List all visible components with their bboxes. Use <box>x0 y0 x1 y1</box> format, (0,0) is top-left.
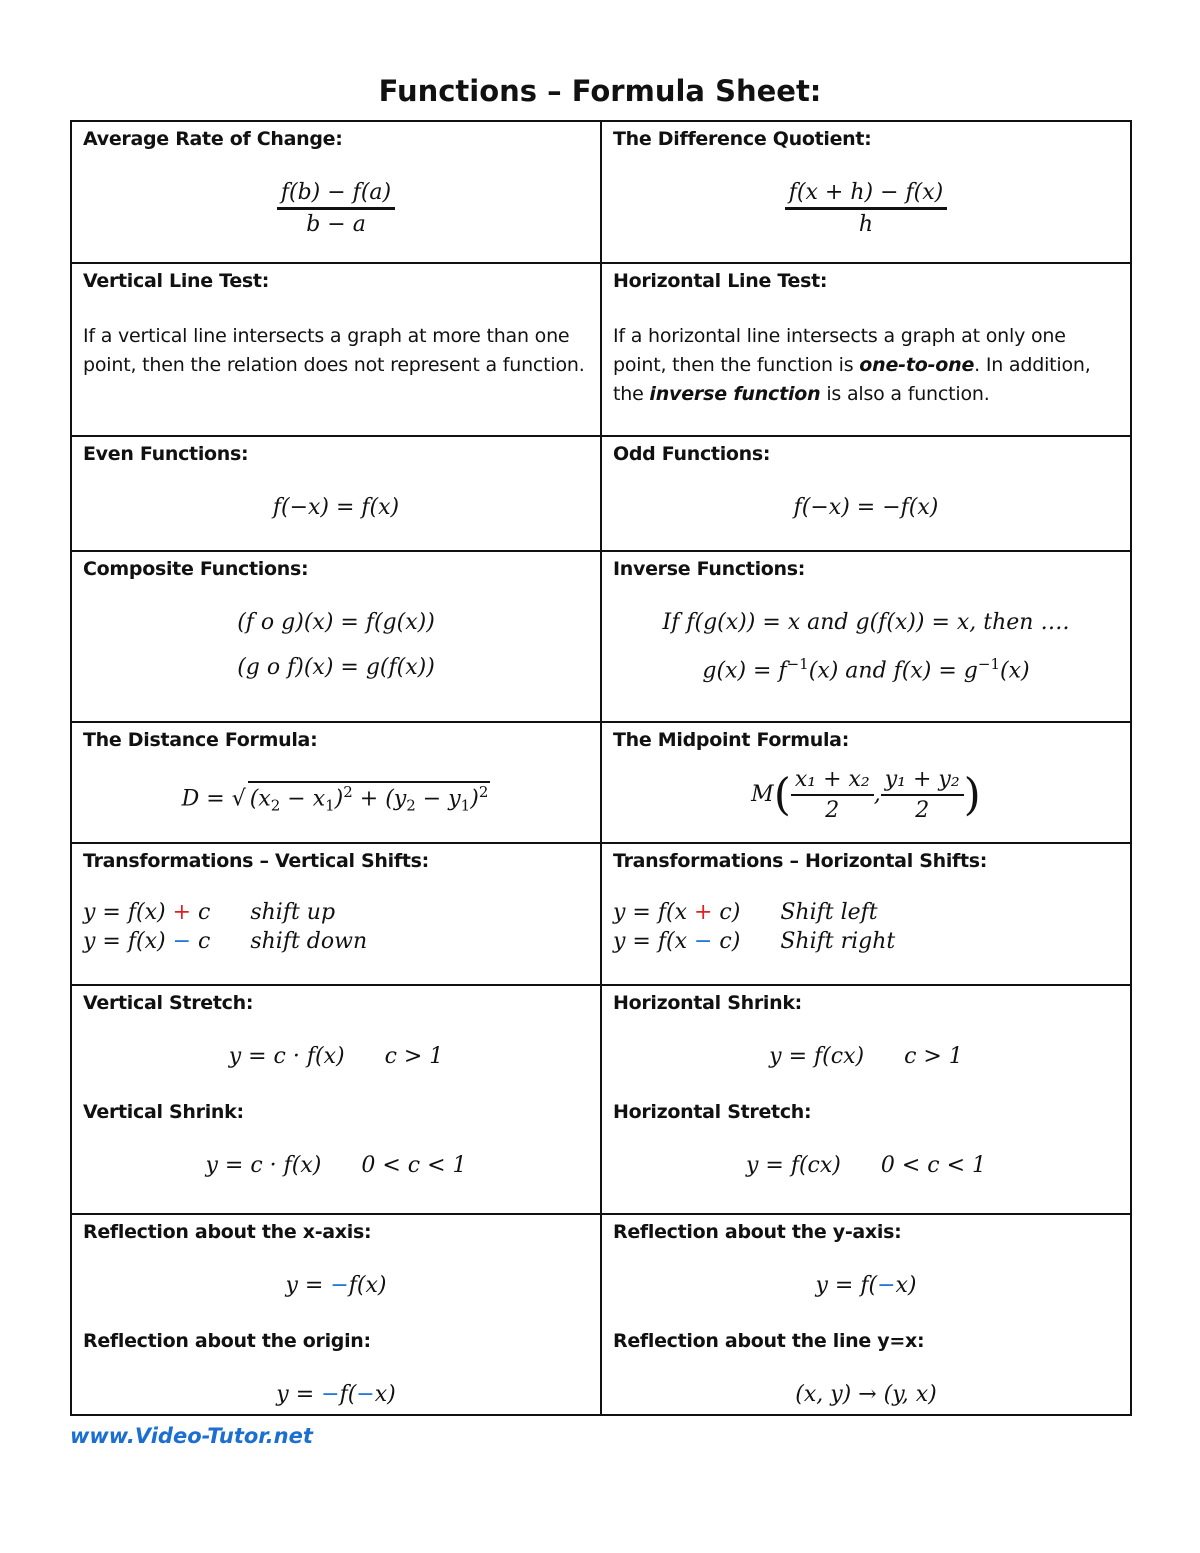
table-row <box>71 121 1131 263</box>
cell-heading: Vertical Line Test: <box>83 270 269 292</box>
cell-heading: Vertical Shrink: <box>83 1101 244 1123</box>
formula: y = f(cx) <box>769 1044 865 1069</box>
subscript: 1 <box>460 796 471 815</box>
shift-description: Shift right <box>780 929 896 954</box>
negation: − <box>356 1382 375 1407</box>
subscript: 2 <box>406 796 416 815</box>
cell-heading: Vertical Stretch: <box>83 992 254 1014</box>
numerator: f(b) − f(a) <box>277 180 395 210</box>
table-row <box>71 1214 1131 1415</box>
cell-odd-functions <box>601 436 1131 551</box>
midpoint-label: M <box>751 782 774 807</box>
vertical-line-test-text: If a vertical line intersects a graph at more than one point, then the relation does not represent a function. <box>83 325 585 376</box>
cell-heading: Composite Functions: <box>83 558 309 580</box>
text-part: If a horizontal line intersects a graph at only one point, then the function is <box>613 325 1066 376</box>
cell-heading: Transformations – Horizontal Shifts: <box>613 850 988 872</box>
var: x <box>312 786 326 812</box>
cell-distance-formula <box>71 722 601 843</box>
cell-inverse-functions <box>601 551 1131 722</box>
table-row <box>71 551 1131 722</box>
cell-heading: The Difference Quotient: <box>613 128 872 150</box>
formula-part: (x) and f(x) = g <box>808 658 978 684</box>
vertical-shrink-formula <box>83 1153 589 1178</box>
shift-row <box>83 927 589 956</box>
formula-part: c) <box>712 900 741 925</box>
var: x <box>258 786 271 812</box>
denominator: 2 <box>825 798 840 823</box>
formula-part: f(x) <box>348 1273 387 1298</box>
horizontal-shift-rows <box>613 898 1119 956</box>
cell-reflection-y <box>601 1214 1131 1415</box>
cell-heading: Reflection about the line y=x: <box>613 1330 925 1352</box>
even-function-formula: f(−x) = f(x) <box>272 495 400 520</box>
text-part: . In addition, the <box>613 354 1091 405</box>
cell-heading: Reflection about the y-axis: <box>613 1221 902 1243</box>
reflection-origin-formula <box>83 1382 589 1407</box>
table-row <box>71 722 1131 843</box>
footer-link[interactable]: www.Video-Tutor.net <box>70 1424 313 1448</box>
cell-vertical-stretch <box>71 985 601 1214</box>
cell-vertical-line-test <box>71 263 601 436</box>
shift-row <box>83 898 589 927</box>
inverse-formula-1: If f(g(x)) = x and g(f(x)) = x, then …. <box>662 610 1070 635</box>
operator-minus: − <box>693 929 713 954</box>
formula-part: f( <box>339 1382 357 1407</box>
cell-heading: Horizontal Shrink: <box>613 992 802 1014</box>
composite-formula-2: (g o f)(x) = g(f(x)) <box>237 655 435 680</box>
cell-midpoint-formula <box>601 722 1131 843</box>
operator-minus: − <box>172 929 191 954</box>
formula: y = f(cx) <box>745 1153 841 1178</box>
formula-part: c <box>191 900 211 925</box>
superscript: −1 <box>977 655 1001 673</box>
cell-horizontal-line-test <box>601 263 1131 436</box>
table-row <box>71 843 1131 985</box>
cell-composite-functions <box>71 551 601 722</box>
negation: − <box>877 1273 896 1298</box>
shift-description: Shift left <box>780 900 878 925</box>
distance-formula: D = √ $(x_2 - x_1)^2 + (y_2 - y_1)^2$ <box>181 783 489 815</box>
cell-heading: Reflection about the x-axis: <box>83 1221 372 1243</box>
superscript: −1 <box>786 655 809 673</box>
shift-description: shift down <box>250 929 368 954</box>
cell-heading: The Distance Formula: <box>83 729 318 751</box>
horizontal-shrink-formula <box>613 1044 1119 1069</box>
shift-row <box>613 927 1119 956</box>
cell-heading: Transformations – Vertical Shifts: <box>83 850 429 872</box>
formula-part: y = f(x) <box>83 929 173 954</box>
numerator: f(x + h) − f(x) <box>785 180 947 210</box>
cell-heading: Horizontal Stretch: <box>613 1101 812 1123</box>
horizontal-stretch-formula <box>613 1153 1119 1178</box>
formula: y = c · f(x) <box>205 1153 322 1178</box>
condition: 0 < c < 1 <box>361 1153 467 1178</box>
odd-function-formula: f(−x) = −f(x) <box>793 495 939 520</box>
radicand: $(x_2 - x_1)^2 + (y_2 - y_1)^2$ <box>249 783 489 815</box>
formula-part: c <box>191 929 211 954</box>
denominator: 2 <box>915 798 930 823</box>
reflection-y-formula <box>613 1273 1119 1298</box>
cell-heading: Odd Functions: <box>613 443 771 465</box>
fraction <box>881 767 964 823</box>
formula-part: x) <box>895 1273 917 1298</box>
horizontal-line-test-text <box>613 322 1119 409</box>
cell-reflection-x <box>71 1214 601 1415</box>
numerator: y₁ + y₂ <box>881 767 964 796</box>
var: y <box>448 786 461 812</box>
distance-lhs: D = <box>181 786 225 812</box>
formula-table <box>70 120 1132 1416</box>
subscript: 2 <box>270 796 281 815</box>
table-row <box>71 985 1131 1214</box>
cell-heading: Average Rate of Change: <box>83 128 343 150</box>
formula-part: y = f( <box>815 1273 878 1298</box>
midpoint-formula: M( $\frac{\text{x₁ + x₂}}{2}$ , $\frac{\text{y₁ + y₂}}{2}$ ) <box>751 767 981 823</box>
reflection-line-formula: (x, y) → (y, x) <box>795 1382 937 1407</box>
formula: y = c · f(x) <box>228 1044 345 1069</box>
operator-plus: + <box>172 900 191 925</box>
cell-difference-quotient <box>601 121 1131 263</box>
inverse-formula-2 <box>613 655 1119 683</box>
cell-heading: Reflection about the origin: <box>83 1330 371 1352</box>
vertical-stretch-formula <box>83 1044 589 1069</box>
table-row <box>71 436 1131 551</box>
formula-part: y = <box>276 1382 322 1407</box>
formula-part: y = f(x <box>613 900 694 925</box>
superscript: 2 <box>343 783 353 801</box>
denominator: b − a <box>306 212 366 237</box>
formula-part: g(x) = f <box>702 658 787 684</box>
emphasis-one-to-one: one-to-one <box>859 354 975 376</box>
cell-horizontal-shifts <box>601 843 1131 985</box>
fraction <box>785 180 947 237</box>
denominator: h <box>858 212 874 237</box>
cell-horizontal-shrink <box>601 985 1131 1214</box>
vertical-shift-rows <box>83 898 589 956</box>
cell-average-rate <box>71 121 601 263</box>
formula-part: c) <box>712 929 741 954</box>
reflection-x-formula <box>83 1273 589 1298</box>
cell-heading: Inverse Functions: <box>613 558 806 580</box>
superscript: 2 <box>478 783 489 801</box>
negation: − <box>321 1382 340 1407</box>
condition: c > 1 <box>904 1044 963 1069</box>
cell-heading: Horizontal Line Test: <box>613 270 828 292</box>
cell-heading: The Midpoint Formula: <box>613 729 849 751</box>
cell-even-functions <box>71 436 601 551</box>
formula-part: y = <box>285 1273 331 1298</box>
shift-description: shift up <box>250 900 336 925</box>
operator-plus: + <box>693 900 713 925</box>
fraction <box>277 180 395 237</box>
formula-part: y = f(x <box>613 929 694 954</box>
formula-part: y = f(x) <box>83 900 173 925</box>
numerator: x₁ + x₂ <box>791 767 874 796</box>
shift-row <box>613 898 1119 927</box>
table-row <box>71 263 1131 436</box>
fraction <box>791 767 874 823</box>
var: y <box>393 786 407 812</box>
text-part: is also a function. <box>820 383 990 405</box>
condition: c > 1 <box>384 1044 444 1069</box>
composite-formula-1: (f o g)(x) = f(g(x)) <box>237 610 435 635</box>
condition: 0 < c < 1 <box>880 1153 987 1178</box>
formula-part: (x) <box>1000 658 1030 684</box>
cell-vertical-shifts <box>71 843 601 985</box>
subscript: 1 <box>325 796 335 815</box>
page-title: Functions – Formula Sheet: <box>378 74 822 108</box>
difference-quotient-formula <box>613 180 1119 237</box>
emphasis-inverse-function: inverse function <box>649 383 821 405</box>
formula-part: x) <box>374 1382 396 1407</box>
cell-heading: Even Functions: <box>83 443 249 465</box>
average-rate-formula <box>83 180 589 237</box>
negation: − <box>330 1273 349 1298</box>
